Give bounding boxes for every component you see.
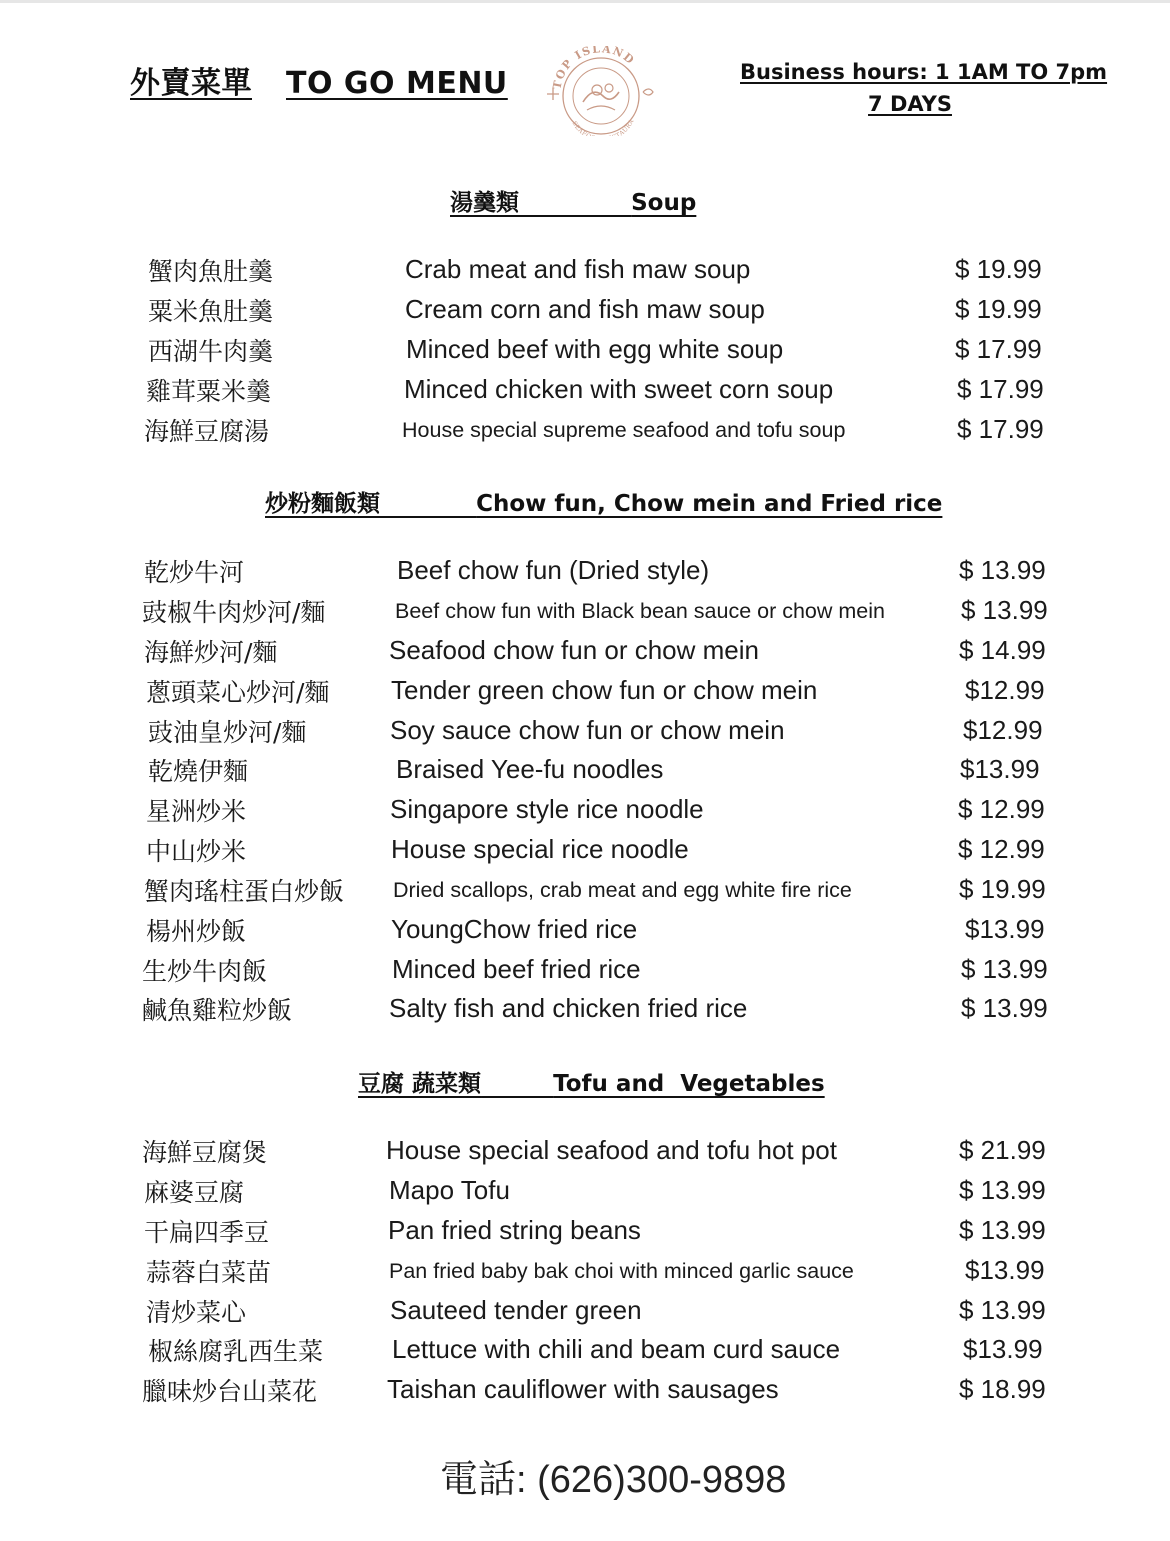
item-name-cn: 星洲炒米	[146, 797, 247, 826]
item-price: $ 12.99	[958, 794, 1045, 824]
section-header-chow-fun-cn: 炒粉麵飯類	[265, 491, 380, 517]
section-header-soup-en: Soup	[631, 190, 697, 216]
item-name-en: Beef chow fun with Black bean sauce or chow mein	[395, 599, 885, 623]
section-header-soup-cn: 湯羹類	[450, 190, 519, 216]
item-price: $ 13.99	[959, 555, 1046, 585]
item-price: $ 17.99	[957, 374, 1044, 404]
item-name-en: House special seafood and tofu hot pot	[386, 1135, 837, 1165]
item-name-en: Crab meat and fish maw soup	[405, 254, 751, 284]
item-name-cn: 清炒菜心	[146, 1298, 247, 1327]
menu-item	[0, 792, 1170, 832]
item-price: $13.99	[960, 754, 1040, 784]
menu-item	[0, 412, 1170, 452]
item-name-en: Beef chow fun (Dried style)	[397, 555, 710, 585]
menu-item	[0, 872, 1170, 912]
menu-item	[0, 553, 1170, 593]
item-name-cn: 麻婆豆腐	[144, 1178, 245, 1207]
item-name-cn: 椒絲腐乳西生菜	[148, 1337, 324, 1366]
item-name-cn: 海鮮豆腐煲	[142, 1138, 268, 1167]
item-price: $ 18.99	[959, 1374, 1046, 1404]
item-name-en: Tender green chow fun or chow mein	[391, 675, 818, 705]
menu-item	[0, 593, 1170, 633]
item-name-cn: 海鮮炒河/麵	[144, 638, 278, 667]
menu-item	[0, 1133, 1170, 1173]
item-price: $ 13.99	[959, 1215, 1046, 1245]
section-header-tofu	[358, 1065, 825, 1098]
item-price: $ 13.99	[959, 1295, 1046, 1325]
item-name-en: Pan fried baby bak choi with minced garlic sauce	[389, 1259, 854, 1283]
menu-item	[0, 952, 1170, 992]
restaurant-logo	[545, 46, 657, 136]
menu-item	[0, 991, 1170, 1031]
item-price: $ 17.99	[955, 334, 1042, 364]
menu-item	[0, 713, 1170, 753]
item-name-en: House special rice noodle	[391, 834, 689, 864]
item-name-cn: 豉油皇炒河/麵	[148, 718, 307, 747]
item-name-en: House special supreme seafood and tofu soup	[402, 418, 846, 442]
item-price: $ 12.99	[958, 834, 1045, 864]
logo-icon	[545, 46, 657, 136]
section-header-tofu-en: Tofu and Vegetables	[553, 1071, 825, 1097]
item-price: $ 21.99	[959, 1135, 1046, 1165]
item-price: $ 19.99	[955, 254, 1042, 284]
svg-text:TOP ISLAND: TOP ISLAND	[550, 46, 638, 91]
item-price: $ 13.99	[961, 993, 1048, 1023]
menu-title-cn: 外賣菜單	[130, 66, 252, 101]
menu-item	[0, 1372, 1170, 1412]
item-name-cn: 蔥頭菜心炒河/麵	[146, 678, 330, 707]
item-name-cn: 乾炒牛河	[144, 558, 245, 587]
item-name-cn: 粟米魚肚羹	[148, 297, 274, 326]
phone-number: 電話: (626)300-9898	[440, 1459, 787, 1501]
item-price: $12.99	[963, 715, 1043, 745]
menu-item	[0, 1213, 1170, 1253]
item-name-cn: 生炒牛肉飯	[142, 957, 268, 986]
business-hours	[740, 56, 1108, 120]
item-price: $ 13.99	[961, 595, 1048, 625]
menu-item	[0, 1293, 1170, 1333]
menu-item	[0, 332, 1170, 372]
section-header-chow-fun	[265, 485, 942, 518]
item-name-cn: 海鮮豆腐湯	[144, 417, 270, 446]
item-price: $ 19.99	[955, 294, 1042, 324]
menu-item	[0, 372, 1170, 412]
business-hours-line2: 7 DAYS	[868, 92, 952, 116]
section-header-chow-fun-en: Chow fun, Chow mein and Fried rice	[476, 491, 943, 517]
item-name-cn: 蒜蓉白菜苗	[146, 1258, 272, 1287]
item-name-en: Dried scallops, crab meat and egg white fire rice	[393, 878, 852, 902]
item-name-en: Lettuce with chili and beam curd sauce	[392, 1334, 841, 1364]
item-name-en: Soy sauce chow fun or chow mein	[390, 715, 785, 745]
item-name-en: Minced beef fried rice	[392, 954, 641, 984]
menu-title	[130, 58, 508, 102]
item-name-cn: 蟹肉瑤柱蛋白炒飯	[144, 877, 345, 906]
menu-item	[0, 292, 1170, 332]
item-name-en: Minced chicken with sweet corn soup	[404, 374, 834, 404]
item-name-cn: 臘味炒台山菜花	[142, 1377, 318, 1406]
menu-item	[0, 1332, 1170, 1372]
item-name-cn: 楊州炒飯	[146, 917, 247, 946]
item-name-en: Mapo Tofu	[389, 1175, 510, 1205]
item-price: $12.99	[965, 675, 1045, 705]
item-name-cn: 干扁四季豆	[144, 1218, 270, 1247]
menu-item	[0, 252, 1170, 292]
item-name-en: Pan fried string beans	[388, 1215, 641, 1245]
item-price: $ 13.99	[961, 954, 1048, 984]
item-price: $13.99	[965, 1255, 1045, 1285]
item-name-en: Cream corn and fish maw soup	[405, 294, 765, 324]
section-header-tofu-cn: 豆腐 蔬菜類	[358, 1071, 482, 1097]
svg-text:SEAFOOD RESTAURANT: SEAF TAURA	[570, 118, 636, 136]
item-name-cn: 雞茸粟米羹	[146, 377, 272, 406]
item-price: $ 19.99	[959, 874, 1046, 904]
item-price: $13.99	[963, 1334, 1043, 1364]
item-name-en: Salty fish and chicken fried rice	[389, 993, 748, 1023]
item-name-en: YoungChow fried rice	[391, 914, 638, 944]
menu-item	[0, 673, 1170, 713]
top-border	[0, 0, 1170, 3]
item-price: $ 13.99	[959, 1175, 1046, 1205]
menu-item	[0, 912, 1170, 952]
menu-item	[0, 1253, 1170, 1293]
menu-item	[0, 832, 1170, 872]
item-name-en: Singapore style rice noodle	[390, 794, 704, 824]
menu-title-en: TO GO MENU	[286, 66, 508, 101]
item-name-cn: 豉椒牛肉炒河/麵	[142, 598, 326, 627]
item-name-cn: 蟹肉魚肚羹	[148, 257, 274, 286]
item-name-cn: 西湖牛肉羹	[148, 337, 274, 366]
item-name-cn: 乾燒伊麵	[148, 757, 249, 786]
item-name-en: Braised Yee-fu noodles	[396, 754, 664, 784]
item-price: $ 14.99	[959, 635, 1046, 665]
section-header-soup	[450, 184, 696, 217]
item-name-cn: 鹹魚雞粒炒飯	[142, 996, 293, 1025]
menu-item	[0, 633, 1170, 673]
menu-item	[0, 1173, 1170, 1213]
item-name-en: Minced beef with egg white soup	[406, 334, 784, 364]
item-price: $13.99	[965, 914, 1045, 944]
item-name-cn: 中山炒米	[146, 837, 247, 866]
item-name-en: Seafood chow fun or chow mein	[389, 635, 759, 665]
business-hours-line1: Business hours: 1 1AM TO 7pm	[740, 60, 1108, 84]
menu-item	[0, 752, 1170, 792]
item-name-en: Sauteed tender green	[390, 1295, 642, 1325]
item-price: $ 17.99	[957, 414, 1044, 444]
item-name-en: Taishan cauliflower with sausages	[387, 1374, 779, 1404]
